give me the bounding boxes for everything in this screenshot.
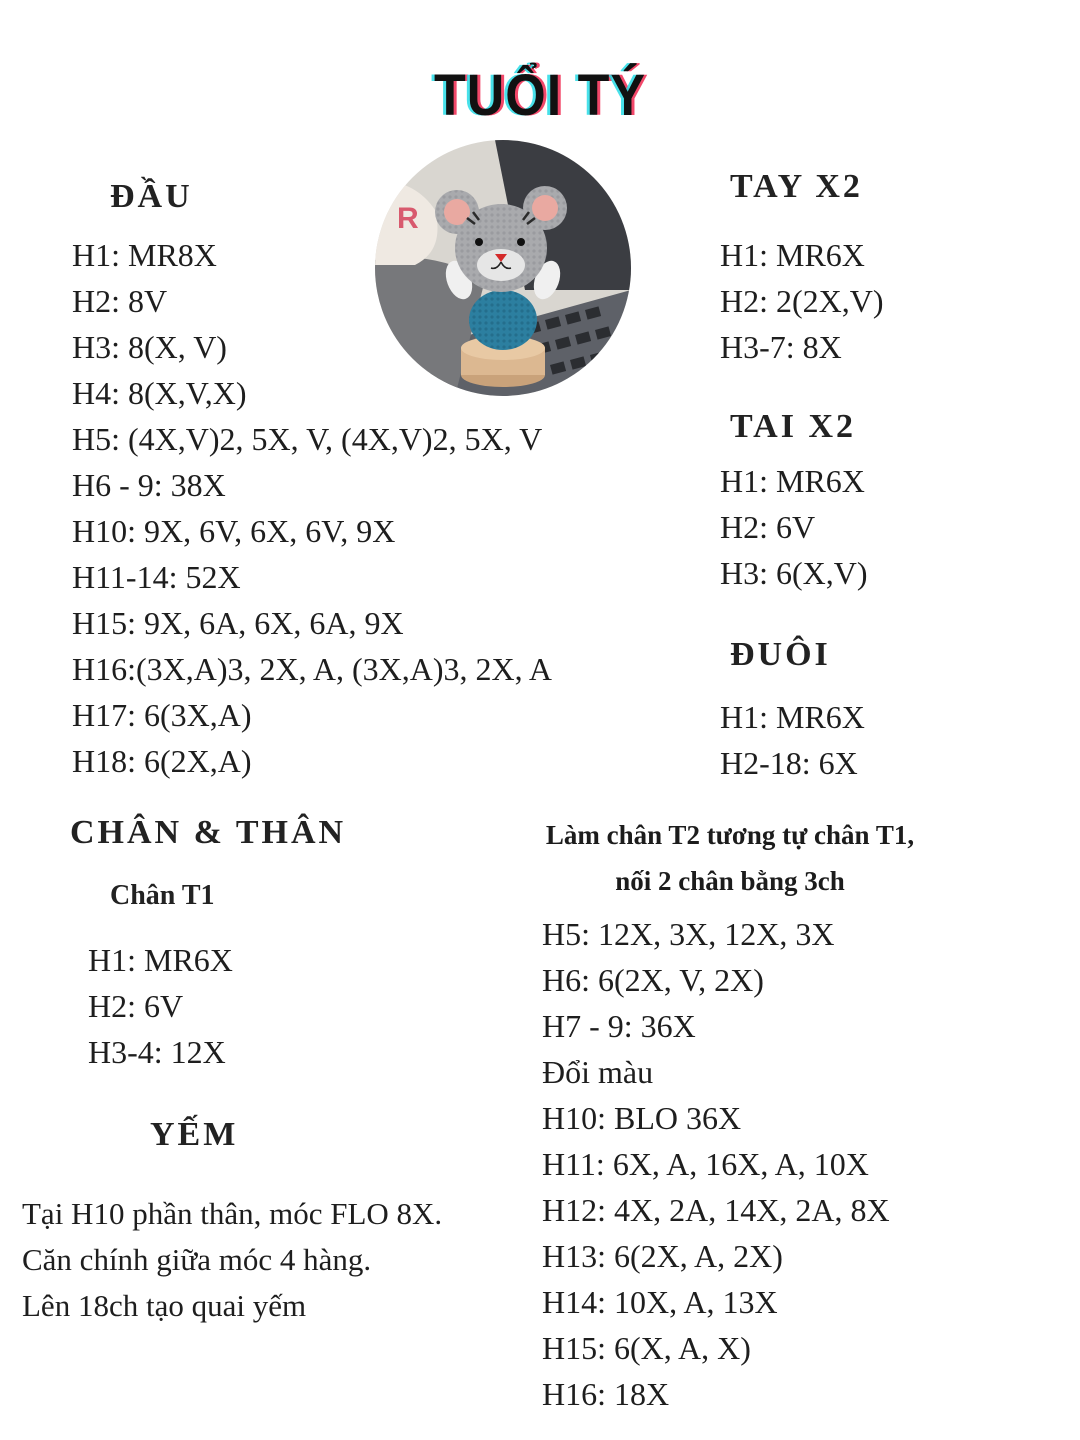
bib-row: Căn chính giữa móc 4 hàng. [22,1242,372,1277]
head-row: H4: 8(X,V,X) [72,375,247,411]
ears-row: H3: 6(X,V) [720,555,868,591]
body-rows-list [542,911,890,1417]
arms-row: H3-7: 8X [720,329,842,365]
body-row: H10: BLO 36X [542,1100,742,1136]
body-row: Đổi màu [542,1054,654,1090]
head-row: H1: MR8X [72,237,217,273]
ears-rows-list [720,458,868,596]
head-row: H10: 9X, 6V, 6X, 6V, 9X [72,513,396,549]
head-row: H6 - 9: 38X [72,467,226,503]
tail-rows-list [720,694,865,786]
bib-row: Tại H10 phần thân, móc FLO 8X. [22,1196,443,1231]
arms-row: H2: 2(2X,V) [720,283,884,319]
head-row: H5: (4X,V)2, 5X, V, (4X,V)2, 5X, V [72,421,543,457]
head-row: H18: 6(2X,A) [72,743,252,779]
tail-section-heading: ĐUÔI [730,636,831,673]
body-row: H11: 6X, A, 16X, A, 10X [542,1146,869,1182]
leg-one-subheading: Chân T1 [110,880,215,911]
head-row: H3: 8(X, V) [72,329,227,365]
tail-row: H1: MR6X [720,699,865,735]
join-legs-note-line-2: nối 2 chân bằng 3ch [615,866,845,896]
bib-section-heading: YẾM [150,1116,239,1153]
arms-section-heading: TAY X2 [730,168,863,205]
leg-row: H2: 6V [88,988,184,1024]
leg-row: H3-4: 12X [88,1034,226,1070]
body-row: H16: 18X [542,1376,670,1412]
ears-section-heading: TAI X2 [730,408,856,445]
join-legs-note [500,812,960,904]
page-title: TUỔI TÝ [433,63,647,129]
head-row: H2: 8V [72,283,168,319]
tail-row: H2-18: 6X [720,745,858,781]
body-row: H6: 6(2X, V, 2X) [542,962,764,998]
head-section-heading: ĐẦU [110,178,193,215]
body-row: H12: 4X, 2A, 14X, 2A, 8X [542,1192,890,1228]
body-row: H7 - 9: 36X [542,1008,696,1044]
ears-row: H2: 6V [720,509,816,545]
bib-rows-list [22,1191,442,1329]
head-row: H17: 6(3X,A) [72,697,252,733]
head-rows-list [72,232,552,784]
head-row: H11-14: 52X [72,559,241,595]
head-row: H15: 9X, 6A, 6X, 6A, 9X [72,605,404,641]
body-row: H15: 6(X, A, X) [542,1330,751,1366]
bag-logo-letter: R [397,202,419,235]
leg-one-rows-list [88,937,233,1075]
bib-row: Lên 18ch tạo quai yếm [22,1288,307,1323]
ears-row: H1: MR6X [720,463,865,499]
head-row: H16:(3X,A)3, 2X, A, (3X,A)3, 2X, A [72,651,552,687]
legs-body-section-heading: CHÂN & THÂN [70,814,347,851]
arms-rows-list [720,232,884,370]
body-row: H13: 6(2X, A, 2X) [542,1238,783,1274]
arms-row: H1: MR6X [720,237,865,273]
body-row: H5: 12X, 3X, 12X, 3X [542,916,835,952]
join-legs-note-line-1: Làm chân T2 tương tự chân T1, [545,820,915,850]
leg-row: H1: MR6X [88,942,233,978]
body-row: H14: 10X, A, 13X [542,1284,778,1320]
